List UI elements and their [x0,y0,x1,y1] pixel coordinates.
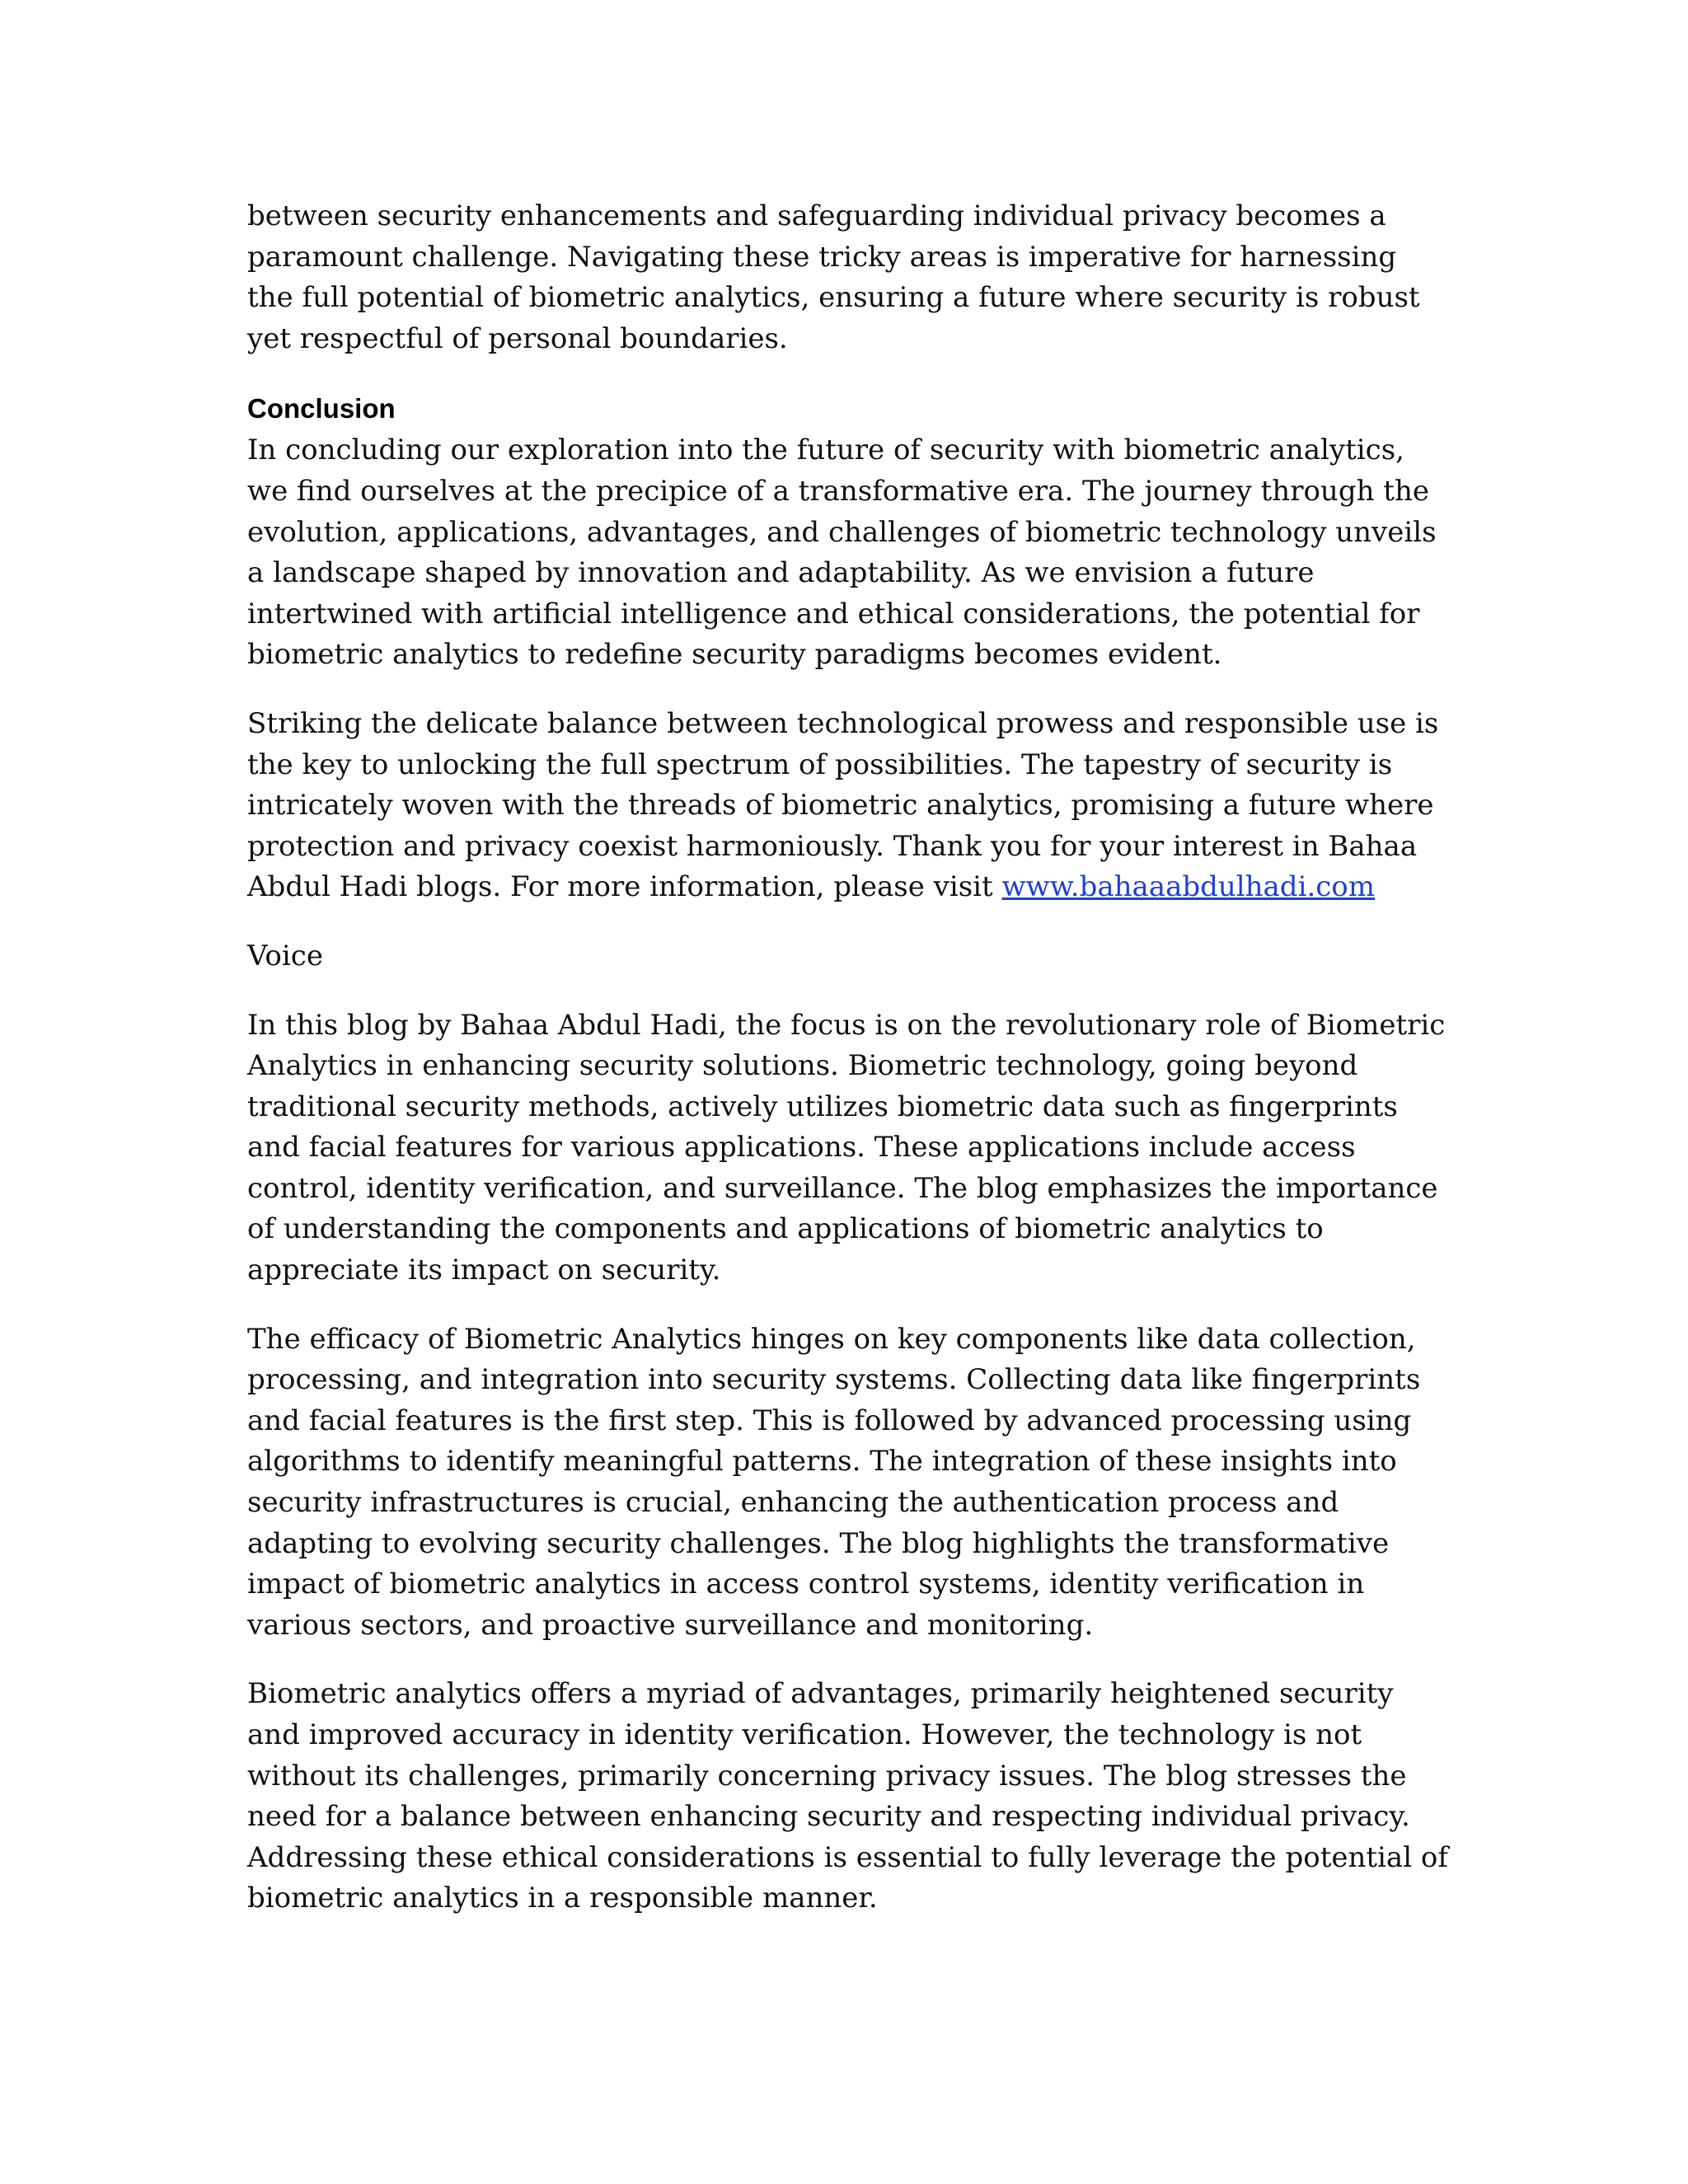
voice-paragraph-1: In this blog by Bahaa Abdul Hadi, the focus is on the revolutionary role of Biometric Analytics in enhancing security solutions. Biometric technology, going beyond traditional security methods, actively utilizes biometric data such as fingerprints and facial features for various applications. These applications include access control, identity verification, and surveillance. The blog emphasizes the importance of understanding the components and applications of biometric analytics to appreciate its impact on security. [247,1008,1446,1287]
voice-paragraph-3: Biometric analytics offers a myriad of advantages, primarily heightened security and improved accuracy in identity verification. However, the technology is not without its challenges, primarily concerning privacy issues. The blog stresses the need for a balance between enhancing security and respecting individual privacy. Addressing these ethical considerations is essential to fully leverage the potential of biometric analytics in a responsible manner. [247,1677,1448,1915]
conclusion-paragraph-2-text: Striking the delicate balance between technological prowess and responsible use is the key to unlocking the full spectrum of possibilities. The tapestry of security is intricately woven with the threads of biometric analytics, promising a future where protection and privacy coexist harmoniously. Thank you for your interest in Bahaa Abdul Hadi blogs. For more information, please visit [247,706,1439,904]
voice-label: Voice [247,939,323,972]
conclusion-paragraph-2 [247,704,1451,908]
conclusion-heading: Conclusion [247,393,396,424]
website-link[interactable]: www.bahaaabdulhadi.com [1001,870,1376,904]
document-page [247,196,1451,1919]
conclusion-paragraph-1: In concluding our exploration into the future of security with biometric analytics, we find ourselves at the precipice of a transformative era. The journey through the evolution, applications, advantages, and challenges of biometric technology unveils a landscape shaped by innovation and adaptability. As we envision a future intertwined with artificial intelligence and ethical considerations, the potential for biometric analytics to redefine security paradigms becomes evident. [247,434,1437,672]
intro-paragraph: between security enhancements and safeguarding individual privacy becomes a paramount challenge. Navigating these tricky areas is imperative for harnessing the full potential of biometric analytics, ensuring a future where security is robust yet respectful of personal boundaries. [247,199,1420,355]
voice-paragraph-2: The efficacy of Biometric Analytics hinges on key components like data collection, processing, and integration into security systems. Collecting data like fingerprints and facial features is the first step. This is followed by advanced processing using algorithms to identify meaningful patterns. The integration of these insights into security infrastructures is crucial, enhancing the authentication process and adapting to evolving security challenges. The blog highlights the transformative impact of biometric analytics in access control systems, identity verification in various sectors, and proactive surveillance and monitoring. [247,1322,1421,1642]
